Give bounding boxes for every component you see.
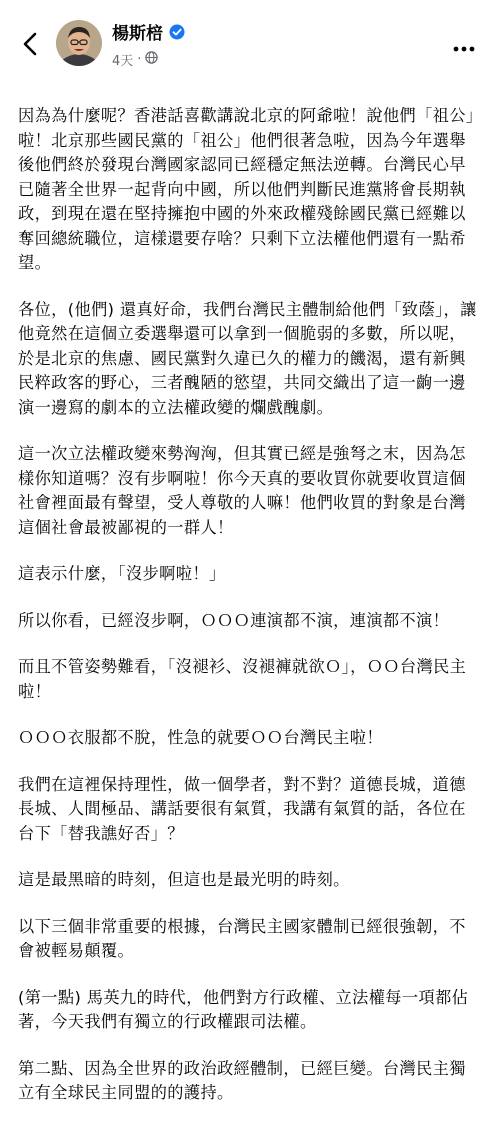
globe-icon [145, 51, 158, 68]
back-button[interactable] [14, 30, 46, 62]
post-paragraph: 各位，(他們) 還真好命，我們台灣民主體制給他們「致蔭」，讓他竟然在這個立委選舉還可以拿到一個脆弱的多數，所以呢，於是北京的焦慮、國民黨對久違已久的權力的饑渴，還有新興民粹政客的野心，三者醜陋的慾望，共同交織出了這一齣一邊演一邊寫的劇本的立法權政變的爛戲醜劇。 [18, 299, 477, 417]
verified-badge-icon [169, 24, 185, 44]
post-paragraph: 以下三個非常重要的根據，台灣民主國家體制已經很強韌，不會被輕易顛覆。 [18, 916, 466, 960]
chevron-left-icon [23, 32, 37, 60]
avatar[interactable] [56, 20, 102, 66]
post-paragraph: 我們在這裡保持理性，做一個學者，對不對？道德長城，道德長城、人間極品、講話要很有氣質，我講有氣質的話，各位在台下「替我譙好否」？ [18, 774, 466, 843]
author-name[interactable]: 楊斯棓 [112, 24, 163, 44]
more-horizontal-icon [453, 37, 475, 56]
author-row [112, 24, 185, 44]
post-paragraph: (第一點) 馬英九的時代，他們對方行政權、立法權每一項都佔著，今天我們有獨立的行政權跟司法權。 [18, 987, 469, 1031]
post-paragraph: 第二點、因為全世界的政治政經體制，已經巨變。台灣民主獨立有全球民主同盟的的護持。 [18, 1058, 466, 1102]
post-paragraph: 這一次立法權政變來勢洶洶，但其實已經是強弩之末，因為怎樣你知道嗎？沒有步啊啦！你今天真的要收買你就要收買這個社會裡面最有聲望，受人尊敬的人嘛！他們收買的對象是台灣這個社會最被鄙視的一群人！ [18, 444, 466, 537]
post-paragraph: 這表示什麼，「沒步啊啦！」 [18, 564, 226, 583]
post-paragraph: 這是最黑暗的時刻，但這也是最光明的時刻。 [18, 870, 350, 889]
post-meta [112, 50, 158, 69]
meta-separator: · [137, 52, 142, 67]
post-paragraph: 因為為什麼呢？香港話喜歡講說北京的阿爺啦！說他們「祖公」啦！北京那些國民黨的「祖公」他們很著急啦，因為今年選舉後他們終於發現台灣國家認同已經穩定無法逆轉。台灣民心早已隨著全世界一起背向中國，所以他們判斷民進黨將會長期執政，到現在還在堅持擁抱中國的外來政權殘餘國民黨已經難以奪回總統職位，這樣還要存啥？只剩下立法權他們還有一點希望。 [18, 106, 475, 272]
more-options-button[interactable] [448, 30, 480, 62]
post-header [0, 0, 494, 90]
post-paragraph: 所以你看，已經沒步啊，ＯＯＯ連演都不演，連演都不演！ [18, 610, 450, 630]
post-paragraph: 而且不管姿勢難看，「沒褪衫、沒褪褲就欲Ｏ」，ＯＯ台灣民主啦！ [18, 657, 467, 701]
post-time[interactable]: 4天 [112, 54, 134, 69]
post-body [18, 104, 480, 1128]
post-paragraph: ＯＯＯ衣服都不脫，性急的就要ＯＯ台灣民主啦！ [18, 728, 383, 747]
